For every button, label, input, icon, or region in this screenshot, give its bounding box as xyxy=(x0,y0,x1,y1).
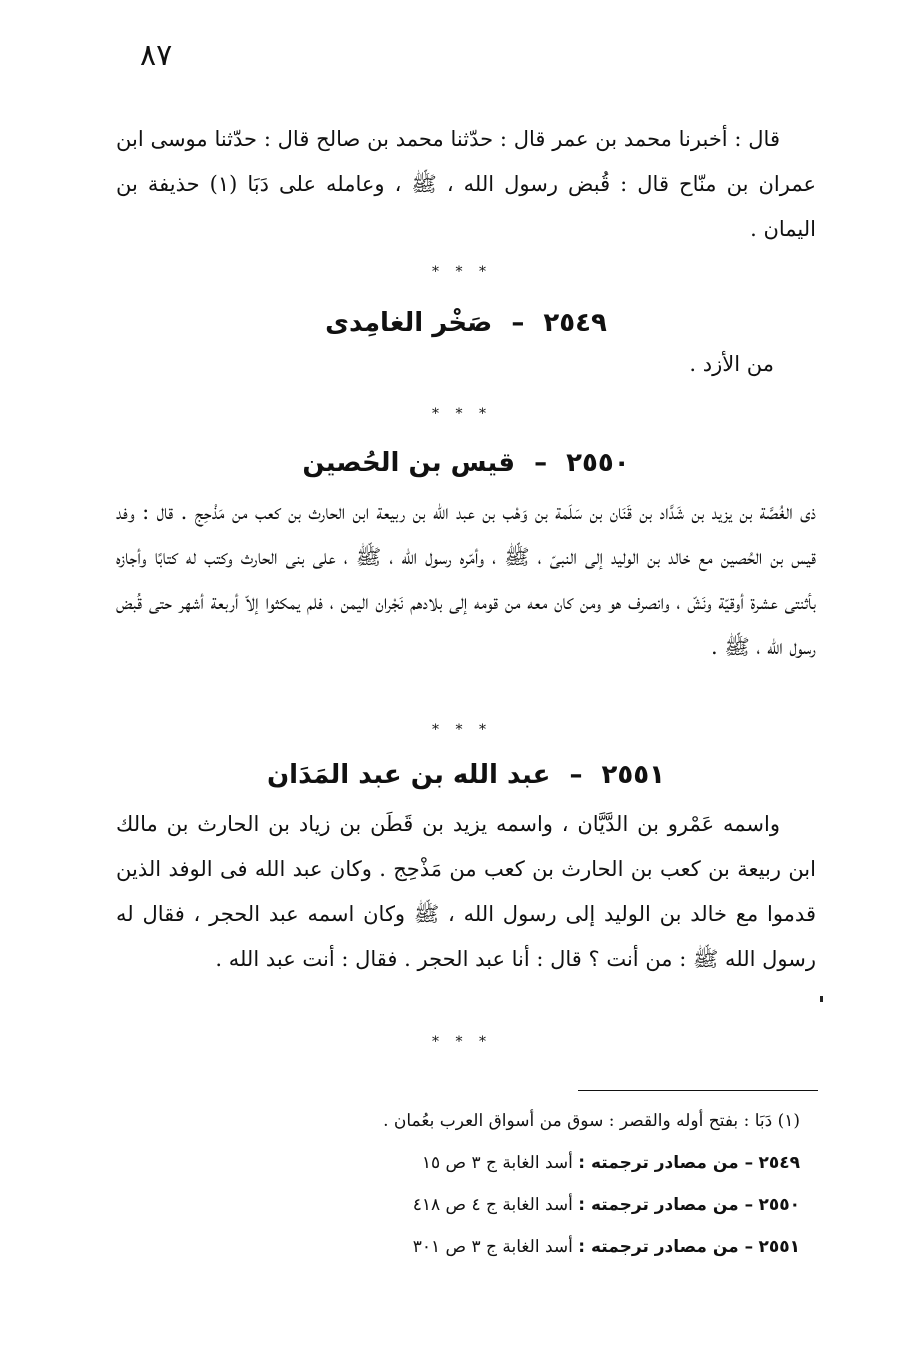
source-number: ٢٥٥٠ xyxy=(758,1195,800,1215)
source-line xyxy=(116,1142,800,1184)
footnotes xyxy=(116,1100,800,1268)
entry-name: صَخْر الغامِدى xyxy=(325,308,493,338)
separator-stars: * * * xyxy=(432,406,492,422)
source-label: – من مصادر ترجمته : xyxy=(578,1195,754,1215)
entry-body: ذى الغُصَّة بن يزيد بن شَدَّاد بن قَنَان بن سَلَمة بن وَهْب بن عبد الله بن ربيعة ابن الحارث بن كعب من مَذْحِج . قال : وفد قيس بن الحُصين مع خالد بن الوليد إلى النبىّ ، ﷺ ، وأمّره رسول الله ، ﷺ ، على بنى الحارث وكتب له كتابًا وأجازه بأثنتى عشرة أوقيّة ونَشّ ، وانصرف هو ومن كان معه من قومه إلى بلادهم نَجْران اليمن ، فلم يمكثوا إلاّ أربعة أشهر حتى قُبض رسول الله ، ﷺ . xyxy=(116,500,816,659)
source-number: ٢٥٤٩ xyxy=(758,1153,800,1173)
entry-body-block xyxy=(116,490,816,670)
entry-body-block xyxy=(116,802,816,982)
source-number: ٢٥٥١ xyxy=(758,1237,800,1257)
entry-heading xyxy=(116,760,816,790)
entry-number: ٢٥٥١ xyxy=(601,760,666,790)
entry-name: عبد الله بن عبد المَدَان xyxy=(266,760,551,790)
entry-body: من الأزد . xyxy=(689,352,774,376)
entry-name: قيس بن الحُصين xyxy=(302,448,516,478)
source-label: – من مصادر ترجمته : xyxy=(578,1153,754,1173)
source-line xyxy=(116,1184,800,1226)
source-label: – من مصادر ترجمته : xyxy=(578,1237,754,1257)
entry-number: ٢٥٥٠ xyxy=(566,448,630,478)
entry-heading xyxy=(116,448,816,478)
footnote-1: (١) دَبَا : بفتح أوله والقصر : سوق من أسواق العرب بعُمان . xyxy=(383,1111,800,1131)
entry-dash: – xyxy=(534,448,548,478)
entry-number: ٢٥٤٩ xyxy=(543,308,607,338)
page-number: ٨٧ xyxy=(140,38,173,73)
intro-paragraph: قال : أخبرنا محمد بن عمر قال : حدّثنا محمد بن صالح قال : حدّثنا موسى ابن عمران بن منّاح قال : قُبض رسول الله ، ﷺ ، وعامله على دَبَا (١) حذيفة بن اليمان . xyxy=(116,127,816,241)
intro-block xyxy=(116,117,816,252)
separator-stars: * * * xyxy=(432,722,492,738)
separator-stars: * * * xyxy=(432,264,492,280)
entry-heading xyxy=(116,308,816,338)
entry-dash: – xyxy=(569,760,583,790)
print-speck xyxy=(820,996,823,1002)
source-ref: أسد الغابة ج ٣ ص ٣٠١ xyxy=(412,1237,573,1257)
source-line xyxy=(116,1226,800,1268)
source-ref: أسد الغابة ج ٣ ص ١٥ xyxy=(421,1153,573,1173)
entry-dash: – xyxy=(511,308,525,338)
source-ref: أسد الغابة ج ٤ ص ٤١٨ xyxy=(412,1195,573,1215)
separator-stars: * * * xyxy=(432,1034,492,1050)
entry-body: واسمه عَمْرو بن الدَّيَّان ، واسمه يزيد بن قَطَن بن زياد بن الحارث بن مالك ابن ربيعة بن كعب بن الحارث بن كعب من مَذْحِج . وكان عبد الله فى الوفد الذين قدموا مع خالد بن الوليد إلى رسول الله ، ﷺ وكان اسمه عبد الحجر ، فقال له رسول الله ﷺ : من أنت ؟ قال : أنا عبد الحجر . فقال : أنت عبد الله . xyxy=(116,812,816,971)
footnote-rule xyxy=(578,1090,818,1091)
